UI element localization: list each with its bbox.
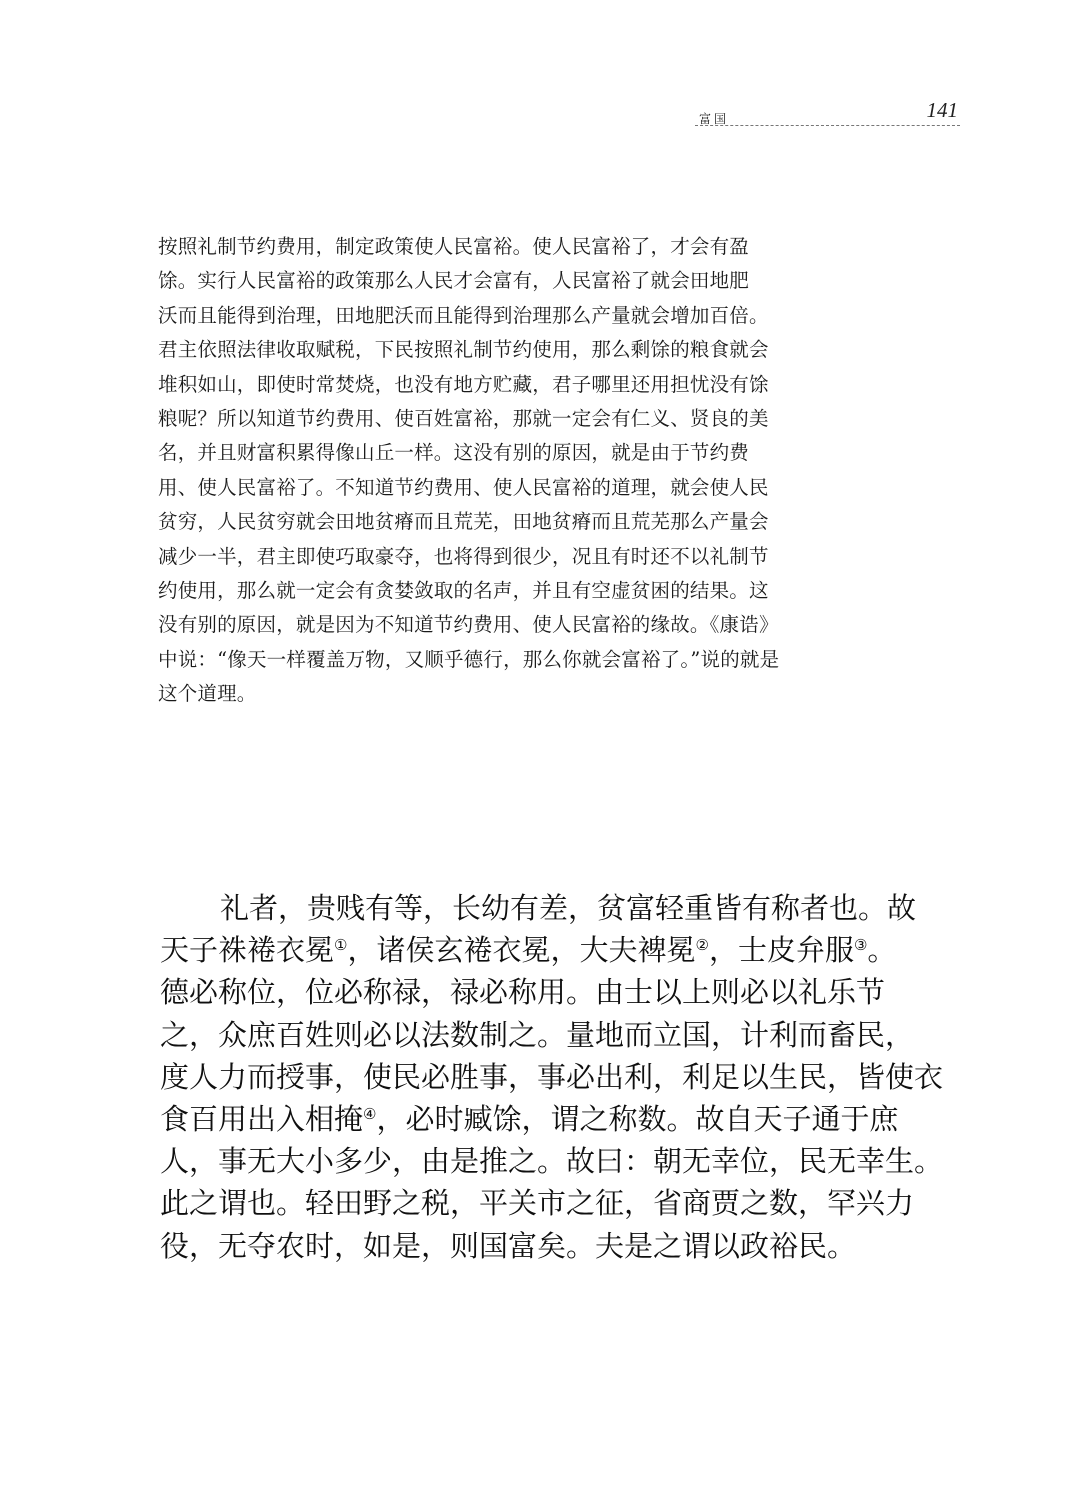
page-number: 141 — [926, 98, 958, 122]
translation-line: 馀。实行人民富裕的政策那么人民才会富有，人民富裕了就会田地肥 — [158, 269, 750, 293]
translation-line: 沃而且能得到治理，田地肥沃而且能得到治理那么产量就会增加百倍。 — [158, 303, 769, 327]
footnote-marker[interactable]: ④ — [363, 1104, 377, 1123]
footnote-marker[interactable]: ① — [334, 936, 348, 955]
original-line: 礼者，贵贱有等，长幼有差，贫富轻重皆有称者也。故 — [220, 891, 917, 925]
translation-paragraph — [158, 230, 964, 711]
original-text-segment: ，必时臧馀，谓之称数。故自天子通于庶 — [376, 1101, 899, 1136]
original-text-segment: 。 — [867, 933, 897, 968]
translation-line: 贫穷，人民贫穷就会田地贫瘠而且荒芜，田地贫瘠而且荒芜那么产量会 — [158, 510, 769, 534]
translation-line: 名，并且财富积累得像山丘一样。这没有别的原因，就是由于节约费 — [158, 441, 750, 465]
footnote-marker[interactable]: ③ — [853, 936, 868, 955]
translation-line: 约使用，那么就一定会有贪婪敛取的名声，并且有空虚贫困的结果。这 — [158, 578, 769, 602]
original-line — [160, 929, 966, 971]
original-text-segment: 食百用出入相掩 — [160, 1101, 364, 1136]
header-rule — [695, 125, 960, 126]
running-head: 富国 — [699, 112, 730, 126]
translation-line: 堆积如山，即使时常焚烧，也没有地方贮藏，君子哪里还用担忧没有馀 — [158, 372, 769, 396]
original-line — [160, 1098, 966, 1140]
original-text-segment: ，诸侯玄裷衣冕，大夫裨冕 — [347, 933, 696, 968]
translation-line: 减少一半，君主即使巧取豪夺，也将得到很少，况且有时还不以礼制节 — [158, 544, 769, 568]
original-line: 之，众庶百姓则必以法数制之。量地而立国，计利而畜民， — [160, 1017, 915, 1052]
page-header — [695, 98, 960, 132]
translation-line: 粮呢？所以知道节约费用、使百姓富裕，那就一定会有仁义、贤良的美 — [158, 406, 769, 430]
translation-line: 用、使人民富裕了。不知道节约费用、使人民富裕的道理，就会使人民 — [158, 475, 769, 499]
original-line: 役，无夺农时，如是，则国富矣。夫是之谓以政裕民。 — [160, 1228, 857, 1263]
translation-line: 中说：“像天一样覆盖万物，又顺乎德行，那么你就会富裕了。”说的就是 — [158, 647, 780, 671]
original-line: 度人力而授事，使民必胜事，事必出利，利足以生民，皆使衣 — [160, 1059, 944, 1094]
original-line: 德必称位，位必称禄，禄必称用。由士以上则必以礼乐节 — [160, 975, 886, 1010]
original-text-segment: ，士皮弁服 — [708, 933, 854, 968]
original-line: 此之谓也。轻田野之税，平关市之征，省商贾之数，罕兴力 — [160, 1186, 915, 1221]
translation-line: 按照礼制节约费用，制定政策使人民富裕。使人民富裕了，才会有盈 — [158, 235, 750, 258]
translation-line: 这个道理。 — [158, 682, 257, 706]
original-line: 人，事无大小多少，由是推之。故曰：朝无幸位，民无幸生。 — [160, 1144, 944, 1179]
translation-line: 君主依照法律收取赋税，下民按照礼制节约使用，那么剩馀的粮食就会 — [158, 338, 769, 362]
footnote-marker[interactable]: ② — [695, 936, 709, 955]
original-text-paragraph — [160, 887, 966, 1267]
translation-line: 没有别的原因，就是因为不知道节约费用、使人民富裕的缘故。《康诰》 — [158, 613, 779, 637]
original-text-segment: 天子袾裷衣冕 — [160, 933, 335, 968]
